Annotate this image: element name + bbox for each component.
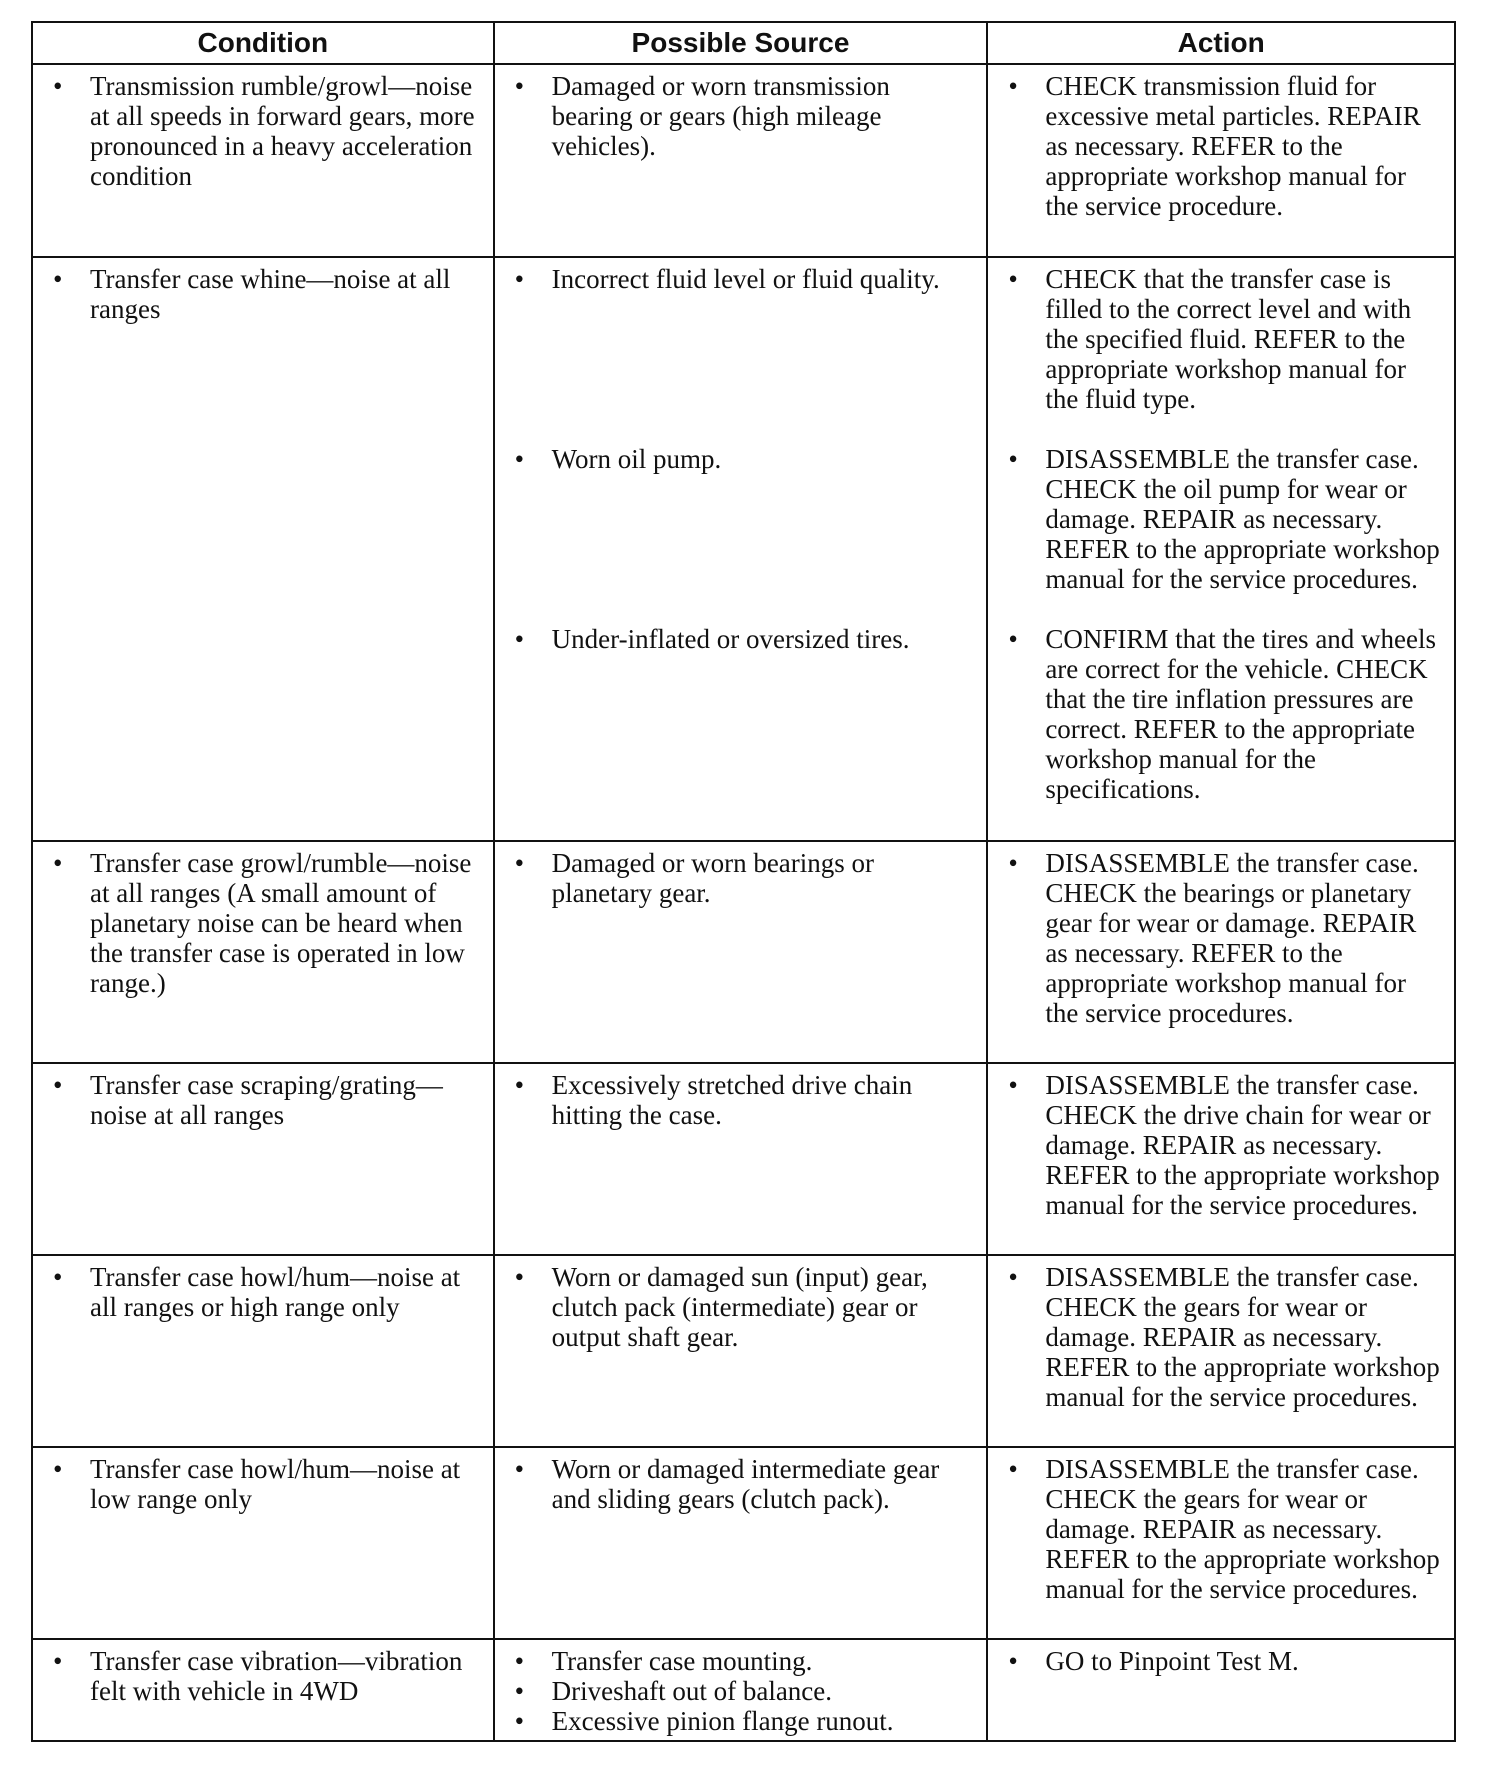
bullet-icon: • [514,848,525,878]
action-cell [987,1447,1455,1639]
action-item [998,1262,1440,1412]
condition-text: Transfer case howl/hum—noise at all ranges or high range only [90,1262,461,1322]
source-item [505,444,973,624]
source-item [505,1070,973,1130]
source-cell [494,1255,988,1447]
source-cell [494,1639,988,1741]
bullet-icon: • [514,1262,525,1292]
source-item [505,1454,973,1514]
condition-item [43,71,479,191]
bullet-icon: • [53,71,63,101]
action-item [998,264,1440,444]
source-text: Excessive pinion flange runout. [551,1706,894,1736]
header-action: Action [987,22,1455,64]
condition-cell [32,64,494,257]
bullet-icon: • [1008,1262,1018,1292]
source-item [505,1646,973,1676]
bullet-icon: • [1008,1454,1018,1484]
condition-cell [32,1639,494,1741]
action-text: DISASSEMBLE the transfer case. CHECK the drive chain for wear or damage. REPAIR as necessary. REFER to the appropriate workshop manual for the service procedures. [1045,1070,1440,1220]
bullet-icon: • [53,1070,63,1100]
action-cell [987,1063,1455,1255]
table-row [32,841,1455,1063]
condition-item [43,1070,479,1130]
source-cell [494,1447,988,1639]
condition-text: Transfer case whine—noise at all ranges [90,264,451,324]
condition-cell [32,257,494,841]
action-text: CHECK that the transfer case is filled to the correct level and with the specified fluid. REFER to the appropriate workshop manual for the fluid type. [1045,264,1412,414]
bullet-icon: • [53,848,63,878]
source-text: Worn oil pump. [551,444,722,474]
source-item [505,1706,973,1736]
source-item [505,624,973,654]
condition-text: Transfer case scraping/grating—noise at all ranges [90,1070,443,1130]
action-item [998,71,1440,221]
bullet-icon: • [514,1070,525,1100]
condition-cell [32,1255,494,1447]
action-item [998,848,1440,1028]
bullet-icon: • [53,264,63,294]
bullet-icon: • [53,1454,63,1484]
bullet-icon: • [1008,444,1018,474]
action-text: DISASSEMBLE the transfer case. CHECK the oil pump for wear or damage. REPAIR as necessary. REFER to the appropriate workshop manual for the service procedures. [1045,444,1440,594]
source-item [505,1262,973,1352]
bullet-icon: • [1008,624,1018,654]
bullet-icon: • [514,1646,525,1676]
header-possible-source: Possible Source [494,22,988,64]
source-text: Under-inflated or oversized tires. [551,624,910,654]
condition-item [43,264,479,324]
bullet-icon: • [514,71,525,101]
bullet-icon: • [514,624,525,654]
action-text: CONFIRM that the tires and wheels are correct for the vehicle. CHECK that the tire inflation pressures are correct. REFER to the appropriate workshop manual for the specifications. [1045,624,1437,804]
bullet-icon: • [514,444,525,474]
bullet-icon: • [1008,1646,1018,1676]
source-text: Excessively stretched drive chain hitting the case. [551,1070,913,1130]
source-cell [494,64,988,257]
source-text: Damaged or worn transmission bearing or gears (high mileage vehicles). [551,71,890,161]
source-item [505,71,973,161]
action-text: GO to Pinpoint Test M. [1045,1646,1299,1676]
condition-item [43,1454,479,1514]
table-row [32,1639,1455,1741]
action-cell [987,257,1455,841]
bullet-icon: • [514,1454,525,1484]
table-row [32,1063,1455,1255]
source-item [505,1676,973,1706]
source-text: Driveshaft out of balance. [551,1676,833,1706]
action-text: DISASSEMBLE the transfer case. CHECK the gears for wear or damage. REPAIR as necessary. REFER to the appropriate workshop manual for the service procedures. [1045,1454,1440,1604]
action-item [998,1070,1440,1220]
action-text: CHECK transmission fluid for excessive metal particles. REPAIR as necessary. REFER to the appropriate workshop manual for the service procedure. [1045,71,1421,221]
condition-cell [32,1063,494,1255]
condition-item [43,848,479,998]
condition-item [43,1262,479,1322]
source-text: Transfer case mounting. [551,1646,813,1676]
action-text: DISASSEMBLE the transfer case. CHECK the bearings or planetary gear for wear or damage. REPAIR as necessary. REFER to the appropriate workshop manual for the service procedures. [1045,848,1419,1028]
header-condition: Condition [32,22,494,64]
bullet-icon: • [53,1646,63,1676]
source-cell [494,841,988,1063]
source-text: Worn or damaged intermediate gear and sliding gears (clutch pack). [551,1454,940,1514]
action-item [998,1454,1440,1604]
table-row [32,1447,1455,1639]
source-cell [494,257,988,841]
bullet-icon: • [514,1676,525,1706]
source-item [505,848,973,908]
condition-text: Transfer case vibration—vibration felt with vehicle in 4WD [90,1646,463,1706]
action-item [998,624,1440,804]
table-row [32,1255,1455,1447]
header-row [32,22,1455,64]
condition-text: Transfer case howl/hum—noise at low range only [90,1454,461,1514]
condition-cell [32,1447,494,1639]
table-row [32,257,1455,841]
diagnosis-table [31,21,1456,1742]
source-item [505,264,973,444]
bullet-icon: • [1008,1070,1018,1100]
table-row [32,64,1455,257]
action-item [998,1646,1440,1676]
source-text: Damaged or worn bearings or planetary gear. [551,848,875,908]
source-text: Worn or damaged sun (input) gear, clutch pack (intermediate) gear or output shaft gear. [551,1262,928,1352]
action-text: DISASSEMBLE the transfer case. CHECK the gears for wear or damage. REPAIR as necessary. REFER to the appropriate workshop manual for the service procedures. [1045,1262,1440,1412]
action-cell [987,841,1455,1063]
bullet-icon: • [514,1706,525,1736]
action-cell [987,1639,1455,1741]
bullet-icon: • [1008,71,1018,101]
bullet-icon: • [1008,848,1018,878]
source-text: Incorrect fluid level or fluid quality. [551,264,940,294]
source-cell [494,1063,988,1255]
condition-cell [32,841,494,1063]
condition-text: Transfer case growl/rumble—noise at all ranges (A small amount of planetary noise can be heard when the transfer case is operated in low range.) [90,848,472,998]
condition-item [43,1646,479,1706]
action-cell [987,64,1455,257]
condition-text: Transmission rumble/growl—noise at all speeds in forward gears, more pronounced in a heavy acceleration condition [90,71,475,191]
bullet-icon: • [514,264,525,294]
bullet-icon: • [53,1262,63,1292]
action-cell [987,1255,1455,1447]
bullet-icon: • [1008,264,1018,294]
action-item [998,444,1440,624]
